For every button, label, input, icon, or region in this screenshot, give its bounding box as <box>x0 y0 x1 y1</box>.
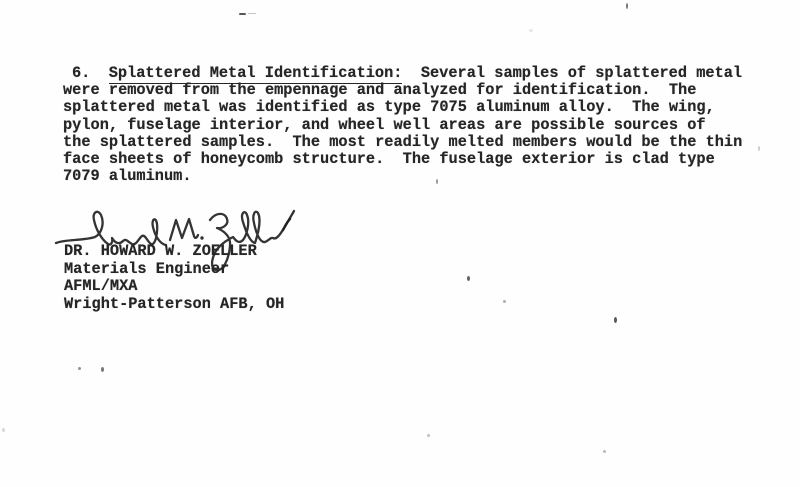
memo-line: face sheets of honeycomb structure. The fuselage exterior is clad type <box>63 150 715 169</box>
memo-line <box>63 65 742 82</box>
memo-line: 7079 aluminum. <box>63 167 192 186</box>
scan-speck <box>101 367 104 372</box>
scan-speck <box>78 367 81 370</box>
memo-line: splattered metal was identified as type 7075 aluminum alloy. The wing, <box>63 98 715 117</box>
scan-speck <box>239 13 246 15</box>
section-heading: Splattered Metal Identification: <box>108 64 403 82</box>
scan-speck <box>2 428 5 432</box>
scan-speck <box>626 3 628 9</box>
signer-title: Materials Engineer <box>64 259 230 278</box>
scan-speck <box>603 450 606 453</box>
signer-name: DR. HOWARD W. ZOELLER <box>64 242 257 260</box>
scan-speck <box>614 317 617 323</box>
memo-line-rest: Several samples of splattered metal <box>402 64 743 82</box>
item-gap <box>90 64 108 82</box>
scan-speck <box>758 146 760 151</box>
memo-line: pylon, fuselage interior, and wheel well areas are possible sources of <box>63 115 706 134</box>
signer-office: AFML/MXA <box>64 277 138 296</box>
scan-speck <box>467 276 470 281</box>
scan-speck <box>436 179 438 184</box>
signature-block <box>64 243 284 313</box>
memo-line: were removed from the empennage and analyzed for identification. The <box>63 81 697 100</box>
item-number: 6. <box>72 64 91 82</box>
memo-paragraph <box>63 65 742 185</box>
scan-speck <box>248 13 256 14</box>
scan-speck <box>427 434 430 437</box>
memo-line: the splattered samples. The most readily melted members would be the thin <box>63 132 743 151</box>
signer-location: Wright-Patterson AFB, OH <box>64 294 285 313</box>
scan-speck <box>529 29 533 32</box>
scan-speck <box>503 300 506 303</box>
